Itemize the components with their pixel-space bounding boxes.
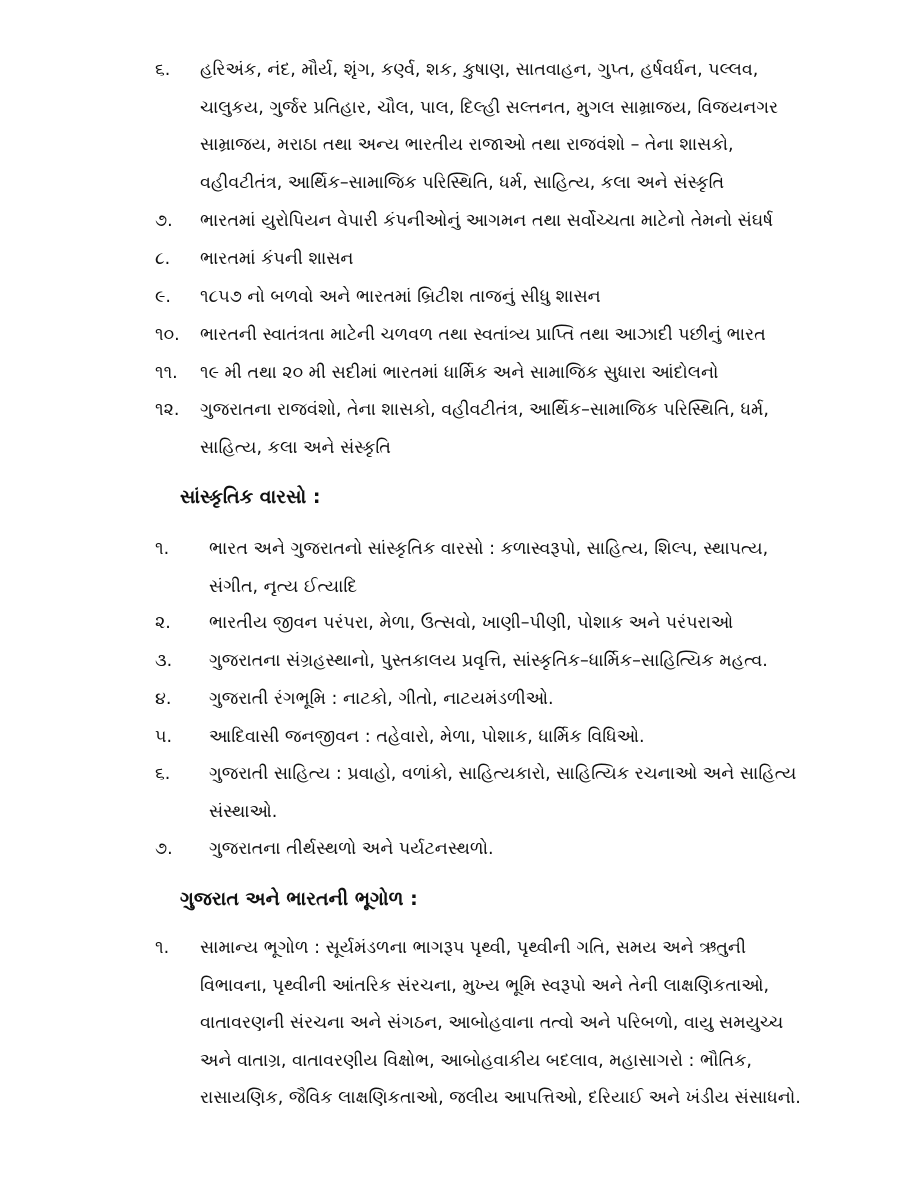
item-number: ૧૧. — [155, 363, 178, 383]
item-text — [209, 681, 779, 719]
item-text — [209, 756, 797, 831]
section-heading-geography: ગુજરાત અને ભારતની ભૂગોળ : — [180, 888, 418, 910]
text-line: વિભાવના, પૃથ્વીની આંતરિક સંરચના, મુખ્ય ભૂમિ સ્વરૂપો અને તેની લાક્ષણિકતાઓ, — [200, 975, 770, 996]
section-heading-culture: સાંસ્કૃતિક વારસો : — [180, 486, 321, 508]
item-text — [209, 605, 779, 643]
text-line: ગુજરાતના તીર્થસ્થળો અને પર્યટનસ્થળો. — [209, 839, 494, 859]
item-number: ૫. — [155, 727, 173, 747]
item-number: ૮. — [155, 249, 171, 269]
item-text — [209, 643, 779, 681]
item-number: ૪. — [155, 689, 172, 709]
item-text — [200, 317, 780, 355]
item-number: ૧૨. — [155, 400, 180, 420]
text-line: ભારતમાં યુરોપિયન વેપારી કંપનીઓનું આગમન તથા સર્વોચ્ચતા માટેનો તેમનો સંઘર્ષ — [200, 211, 774, 231]
text-line: રાસાયણિક, જૈવિક લાક્ષણિકતાઓ, જલીય આપત્તિઓ, દરિયાઈ અને ખંડીય સંસાધનો. — [200, 1088, 801, 1108]
text-line: ગુજરાતના રાજવંશો, તેના શાસકો, વહીવટીતંત્ર, આર્થિક–સામાજિક પરિસ્થિતિ, ધર્મ, — [200, 400, 769, 420]
item-text — [209, 719, 779, 757]
item-number: ૩. — [155, 651, 173, 671]
item-number: ૬. — [155, 764, 171, 784]
item-text — [200, 241, 780, 279]
text-line: ગુજરાતી સાહિત્ય : પ્રવાહો, વળાંકો, સાહિત્યકારો, સાહિત્યિક રચનાઓ અને સાહિત્ય — [209, 764, 797, 784]
text-line: હરિઅંક, નંદ, મૌર્ય, શૃંગ, કર્ણ્વ, શક, કુષાણ, સાતવાહન, ગુપ્ત, હર્ષવર્ધન, પલ્લવ, — [200, 60, 759, 80]
item-number: ૨. — [155, 613, 171, 633]
item-number: ૧. — [155, 539, 170, 559]
text-line: ગુજરાતી રંગભૂમિ : નાટકો, ગીતો, નાટયમંડળીઓ. — [209, 689, 554, 709]
item-text — [200, 279, 780, 317]
text-line: સામાન્ય ભૂગોળ : સૂર્યમંડળના ભાગરૂપ પૃથ્વી, પૃથ્વીની ગતિ, સમય અને ઋતુની — [200, 938, 746, 958]
text-line: સંસ્થાઓ. — [209, 801, 278, 822]
text-line: વહીવટીતંત્ર, આર્થિક–સામાજિક પરિસ્થિતિ, ધર્મ, સાહિત્ય, કલા અને સંસ્કૃતિ — [200, 172, 725, 193]
text-line: વાતાવરણની સંરચના અને સંગઠન, આબોહવાના તત્વો અને પરિબળો, વાયુ સમયુચ્ચ — [200, 1013, 784, 1033]
item-number: ૧૦. — [155, 325, 180, 345]
text-line: સામ્રાજય, મરાઠા તથા અન્ય ભારતીય રાજાઓ તથા રાજવંશો – તેના શાસકો, — [200, 135, 734, 155]
text-line: ૧૮૫૭ નો બળવો અને ભારતમાં બ્રિટીશ તાજનું સીધુ શાસન — [200, 287, 601, 307]
item-number: ૭. — [155, 211, 173, 231]
item-number: ૯. — [155, 287, 171, 307]
text-line: સાહિત્ય, કલા અને સંસ્કૃતિ — [200, 437, 391, 458]
text-line: સંગીત, નૃત્ય ઈત્યાદિ — [209, 576, 358, 597]
item-text — [209, 531, 779, 606]
item-number: ૭. — [155, 839, 173, 859]
text-line: અને વાતાગ્ર, વાતાવરણીય વિક્ષોભ, આબોહવાકીય બદલાવ, મહાસાગરો : ભૌતિક, — [200, 1050, 752, 1071]
text-line: ભારતની સ્વાતંત્રતા માટેની ચળવળ તથા સ્વતાંત્ર્ય પ્રાપ્તિ તથા આઝાદી પછીનું ભારત — [200, 325, 766, 345]
item-number: ૬. — [155, 60, 171, 80]
text-line: ભારતમાં કંપની શાસન — [200, 249, 354, 269]
item-text — [209, 831, 779, 869]
item-text — [200, 52, 780, 202]
text-line: ભારતીય જીવન પરંપરા, મેળા, ઉત્સવો, ખાણી–પીણી, પોશાક અને પરંપરાઓ — [209, 613, 734, 633]
item-text — [200, 392, 780, 467]
item-text — [200, 930, 801, 1118]
text-line: ગુજરાતના સંગ્રહસ્થાનો, પુસ્તકાલય પ્રવૃત્તિ, સાંસ્કૃતિક–ધાર્મિક–સાહિત્યિક મહત્વ. — [209, 651, 768, 671]
item-text — [200, 203, 780, 241]
text-line: આદિવાસી જનજીવન : તહેવારો, મેળા, પોશાક, ધાર્મિક વિધિઓ. — [209, 727, 645, 747]
item-number: ૧. — [155, 938, 170, 958]
text-line: ચાલુકય, ગુર્જર પ્રતિહાર, ચૌલ, પાલ, દિલ્હી સલ્તનત, મુગલ સામ્રાજય, વિજયનગર — [200, 97, 779, 118]
text-line: ભારત અને ગુજરાતનો સાંસ્કૃતિક વારસો : કળાસ્વરૂપો, સાહિત્ય, શિલ્પ, સ્થાપત્ય, — [209, 539, 769, 559]
item-text — [200, 355, 780, 393]
text-line: ૧૯ મી તથા ૨૦ મી સદીમાં ભારતમાં ધાર્મિક અને સામાજિક સુધારા આંદોલનો — [200, 363, 719, 383]
